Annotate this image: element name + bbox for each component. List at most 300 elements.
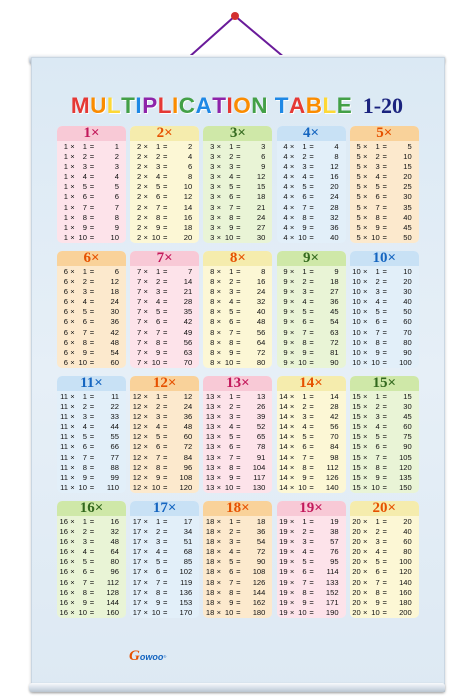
operator: × (70, 402, 75, 412)
operator: × (216, 222, 222, 232)
title-letter: O (233, 93, 252, 118)
equals: = (382, 142, 387, 151)
multiplier: 2 (82, 152, 87, 162)
product: 12 (183, 192, 193, 202)
product: 100 (399, 557, 412, 567)
table-card-8 (203, 251, 272, 368)
multiplicand: 17 (132, 577, 142, 587)
equals: = (236, 392, 241, 401)
product: 8 (187, 172, 193, 182)
table-row (277, 142, 346, 152)
product: 30 (403, 287, 412, 297)
multiplicand: 14 (279, 452, 288, 462)
table-row (57, 422, 126, 432)
equals: = (382, 597, 387, 607)
equals: = (236, 557, 241, 567)
operator: × (289, 537, 295, 547)
multiplicand: 2 (136, 192, 142, 202)
product: 133 (325, 577, 339, 587)
equals: = (382, 307, 387, 317)
product: 140 (325, 482, 339, 492)
product: 45 (403, 222, 412, 232)
product: 162 (252, 597, 266, 607)
product: 80 (110, 557, 119, 567)
equals: = (382, 202, 387, 212)
operator: × (363, 287, 368, 297)
product: 24 (183, 402, 193, 412)
multiplicand: 19 (279, 587, 288, 597)
multiplier: 9 (375, 472, 380, 482)
table-row (57, 277, 126, 287)
multiplier: 9 (229, 347, 234, 357)
equals: = (382, 472, 387, 482)
table-row (203, 223, 272, 233)
operator: × (363, 277, 368, 287)
operator: × (363, 347, 368, 357)
table-row (203, 328, 272, 338)
operator: × (70, 392, 75, 401)
product: 180 (252, 607, 266, 617)
logo-registered: ® (163, 654, 167, 659)
table-row (57, 223, 126, 233)
table-row (57, 307, 126, 317)
product: 80 (403, 547, 412, 557)
operator: × (143, 547, 148, 557)
operator: × (216, 232, 222, 242)
operator: × (363, 142, 368, 151)
operator: × (289, 317, 295, 327)
multiplicand: 4 (283, 232, 288, 242)
multiplicand: 4 (283, 212, 288, 222)
equals: = (162, 607, 168, 617)
operator: × (216, 547, 222, 557)
equals: = (382, 482, 387, 492)
table-row (57, 402, 126, 412)
multiplicand: 4 (283, 152, 288, 162)
multiplicand: 1 (63, 232, 68, 242)
equals: = (382, 337, 387, 347)
table-heading: 13× (203, 376, 272, 391)
product: 17 (183, 517, 193, 526)
multiplicand: 17 (132, 597, 142, 607)
multiplier: 6 (375, 317, 380, 327)
table-row (203, 567, 272, 577)
multiplicand: 7 (136, 267, 142, 276)
multiplicand: 2 (136, 162, 142, 172)
multiplier: 7 (82, 577, 87, 587)
multiplier: 2 (82, 277, 87, 287)
multiplicand: 2 (136, 182, 142, 192)
equals: = (236, 412, 241, 422)
product: 190 (325, 607, 339, 617)
multiplicand: 11 (60, 442, 68, 452)
table-row (277, 432, 346, 442)
multiplier: 10 (78, 357, 87, 367)
multiplier: 7 (82, 327, 87, 337)
table-row (57, 598, 126, 608)
product: 9 (261, 162, 266, 172)
multiplicand: 9 (283, 287, 288, 297)
table-card-16 (57, 501, 126, 618)
equals: = (162, 172, 168, 182)
multiplier: 6 (155, 192, 161, 202)
multiplier: 10 (371, 482, 380, 492)
table-row (130, 182, 199, 192)
multiplicand: 10 (352, 287, 361, 297)
multiplicand: 16 (59, 527, 68, 537)
equals: = (236, 607, 241, 617)
multiplicand: 13 (205, 402, 215, 412)
operator: × (363, 557, 368, 567)
operator: × (70, 357, 75, 367)
operator: × (143, 587, 148, 597)
multiplier: 1 (375, 392, 380, 401)
product: 144 (106, 597, 119, 607)
multiplier: 5 (155, 182, 161, 192)
product: 95 (330, 557, 339, 567)
product: 90 (403, 442, 412, 452)
product: 96 (110, 567, 119, 577)
product: 8 (261, 267, 266, 276)
table-rows (203, 391, 272, 493)
product: 85 (183, 557, 193, 567)
equals: = (382, 402, 387, 412)
table-row (203, 473, 272, 483)
multiplier: 3 (155, 162, 161, 172)
multiplicand: 15 (352, 422, 361, 432)
product: 40 (403, 297, 412, 307)
multiplier: 7 (155, 327, 161, 337)
multiplier: 9 (155, 222, 161, 232)
equals: = (236, 527, 241, 537)
title-letter: P (142, 93, 158, 118)
multiplier: 4 (82, 547, 87, 557)
equals: = (89, 587, 95, 597)
equals: = (382, 347, 387, 357)
multiplier: 6 (302, 192, 307, 202)
equals: = (236, 277, 241, 287)
multiplicand: 20 (352, 537, 361, 547)
equals: = (162, 357, 168, 367)
product: 35 (183, 307, 193, 317)
equals: = (309, 432, 314, 442)
operator: × (289, 277, 295, 287)
product: 90 (330, 357, 339, 367)
product: 84 (330, 442, 339, 452)
product: 18 (256, 192, 266, 202)
multiplier: 3 (155, 287, 161, 297)
product: 26 (256, 402, 266, 412)
multiplier: 10 (151, 232, 161, 242)
product: 170 (179, 607, 193, 617)
equals: = (236, 222, 241, 232)
multiplicand: 8 (210, 287, 215, 297)
table-row (130, 527, 199, 537)
operator: × (143, 142, 148, 151)
table-row (130, 213, 199, 223)
multiplicand: 15 (352, 412, 361, 422)
table-row (277, 162, 346, 172)
multiplier: 6 (155, 567, 161, 577)
product: 16 (330, 172, 339, 182)
multiplicand: 17 (132, 557, 142, 567)
product: 51 (183, 537, 193, 547)
multiplier: 3 (375, 537, 380, 547)
multiplicand: 19 (279, 607, 288, 617)
table-heading: 18× (203, 501, 272, 516)
multiplier: 8 (229, 462, 234, 472)
table-row (203, 432, 272, 442)
operator: × (70, 597, 75, 607)
product: 4 (187, 152, 193, 162)
operator: × (216, 327, 222, 337)
table-row (277, 463, 346, 473)
multiplicand: 18 (205, 517, 215, 526)
multiplicand: 15 (352, 432, 361, 442)
multiplier: 2 (229, 402, 234, 412)
equals: = (89, 537, 95, 547)
operator: × (216, 142, 222, 151)
multiplicand: 6 (63, 287, 68, 297)
table-row (57, 317, 126, 327)
multiplier: 10 (151, 357, 161, 367)
product: 20 (403, 277, 412, 287)
operator: × (143, 557, 148, 567)
multiplier: 8 (82, 337, 87, 347)
equals: = (236, 452, 241, 462)
product: 40 (330, 232, 339, 242)
product: 70 (330, 432, 339, 442)
multiplicand: 18 (205, 557, 215, 567)
multiplier: 1 (155, 517, 161, 526)
table-row (277, 453, 346, 463)
equals: = (309, 202, 314, 212)
table-row (203, 537, 272, 547)
multiplier: 6 (375, 192, 380, 202)
operator: × (216, 412, 222, 422)
operator: × (289, 337, 295, 347)
operator: × (70, 202, 75, 212)
multiplicand: 9 (283, 277, 288, 287)
operator: × (363, 162, 368, 172)
multiplier: 9 (375, 222, 380, 232)
multiplier: 6 (82, 567, 87, 577)
equals: = (309, 212, 314, 222)
table-card-10 (350, 251, 419, 368)
equals: = (162, 287, 168, 297)
product: 60 (110, 357, 119, 367)
operator: × (216, 357, 222, 367)
product: 126 (252, 577, 266, 587)
product: 22 (110, 402, 119, 412)
operator: × (216, 267, 222, 276)
table-row (57, 608, 126, 618)
operator: × (70, 567, 75, 577)
product: 100 (399, 357, 412, 367)
product: 28 (330, 402, 339, 412)
multiplicand: 17 (132, 587, 142, 597)
multiplicand: 1 (63, 142, 68, 151)
title-letter: E (336, 93, 353, 118)
equals: = (162, 202, 168, 212)
table-rows (277, 141, 346, 243)
equals: = (309, 412, 314, 422)
operator: × (143, 297, 148, 307)
product: 6 (187, 162, 193, 172)
multiplier: 2 (302, 277, 307, 287)
operator: × (143, 202, 148, 212)
product: 38 (330, 527, 339, 537)
table-card-11 (57, 376, 126, 493)
operator: × (363, 517, 368, 526)
equals: = (382, 277, 387, 287)
equals: = (162, 567, 168, 577)
multiplier: 10 (78, 232, 87, 242)
product: 81 (330, 347, 339, 357)
operator: × (289, 222, 295, 232)
equals: = (309, 557, 314, 567)
operator: × (70, 347, 75, 357)
equals: = (236, 232, 241, 242)
multiplicand: 11 (60, 432, 68, 442)
multiplier: 3 (302, 162, 307, 172)
multiplicand: 12 (132, 452, 142, 462)
product: 12 (110, 277, 119, 287)
equals: = (382, 527, 387, 537)
multiplicand: 19 (279, 547, 288, 557)
product: 15 (403, 162, 412, 172)
multiplicand: 15 (352, 442, 361, 452)
operator: × (216, 422, 222, 432)
equals: = (236, 172, 241, 182)
table-row (57, 182, 126, 192)
table-heading: 7× (130, 251, 199, 266)
table-row (277, 588, 346, 598)
multiplicand: 13 (205, 432, 215, 442)
equals: = (236, 162, 241, 172)
table-row (350, 527, 419, 537)
table-heading: 9× (277, 251, 346, 266)
multiplicand: 20 (352, 567, 361, 577)
product: 40 (403, 527, 412, 537)
multiplier: 2 (82, 402, 87, 412)
table-row (277, 422, 346, 432)
product: 15 (256, 182, 266, 192)
product: 24 (256, 212, 266, 222)
product: 42 (183, 317, 193, 327)
operator: × (289, 212, 295, 222)
product: 80 (403, 337, 412, 347)
multiplicand: 2 (136, 222, 142, 232)
multiplicand: 18 (205, 547, 215, 557)
equals: = (309, 142, 314, 151)
operator: × (363, 267, 368, 276)
table-row (57, 442, 126, 452)
product: 34 (183, 527, 193, 537)
operator: × (143, 307, 148, 317)
multiplier: 5 (82, 307, 87, 317)
multiplicand: 18 (205, 587, 215, 597)
multiplier: 8 (302, 587, 307, 597)
multiplier: 10 (298, 607, 307, 617)
product: 42 (110, 327, 119, 337)
product: 45 (330, 307, 339, 317)
operator: × (289, 287, 295, 297)
operator: × (143, 232, 148, 242)
equals: = (382, 432, 387, 442)
multiplicand: 13 (205, 442, 215, 452)
multiplier: 6 (82, 317, 87, 327)
operator: × (216, 567, 222, 577)
equals: = (382, 287, 387, 297)
table-row (130, 517, 199, 527)
equals: = (382, 357, 387, 367)
multiplier: 8 (375, 462, 380, 472)
operator: × (363, 357, 368, 367)
table-row (57, 517, 126, 527)
multiplier: 10 (224, 232, 234, 242)
operator: × (70, 212, 75, 222)
multiplicand: 10 (352, 277, 361, 287)
product: 70 (183, 357, 193, 367)
operator: × (70, 297, 75, 307)
multiplicand: 12 (132, 422, 142, 432)
equals: = (382, 442, 387, 452)
product: 36 (330, 222, 339, 232)
multiplier: 4 (155, 422, 161, 432)
multiplicand: 15 (352, 392, 361, 401)
equals: = (162, 212, 168, 222)
product: 3 (114, 162, 119, 172)
operator: × (143, 337, 148, 347)
title-letter: I (135, 93, 143, 118)
product: 5 (114, 182, 119, 192)
table-row (277, 537, 346, 547)
table-heading: 11× (57, 376, 126, 391)
multiplicand: 9 (283, 317, 288, 327)
multiplier: 3 (302, 537, 307, 547)
product: 12 (256, 172, 266, 182)
multiplicand: 12 (132, 412, 142, 422)
multiplicand: 7 (136, 317, 142, 327)
product: 114 (326, 567, 339, 577)
table-heading: 8× (203, 251, 272, 266)
operator: × (143, 462, 148, 472)
equals: = (162, 442, 168, 452)
multiplicand: 10 (352, 317, 361, 327)
multiplier: 7 (82, 202, 87, 212)
table-row (277, 317, 346, 327)
table-row (350, 557, 419, 567)
multiplicand: 17 (132, 537, 142, 547)
multiplier: 3 (82, 537, 87, 547)
table-card-6 (57, 251, 126, 368)
multiplier: 8 (375, 587, 380, 597)
multiplier: 7 (229, 327, 234, 337)
multiplicand: 8 (210, 357, 215, 367)
product: 48 (256, 317, 266, 327)
equals: = (309, 527, 314, 537)
table-card-13 (203, 376, 272, 493)
multiplier: 4 (302, 172, 307, 182)
multiplier: 7 (155, 202, 161, 212)
product: 60 (403, 537, 412, 547)
operator: × (289, 307, 295, 317)
multiplicand: 11 (60, 392, 68, 401)
multiplier: 7 (229, 452, 234, 462)
multiplier: 3 (375, 287, 380, 297)
table-row (350, 402, 419, 412)
